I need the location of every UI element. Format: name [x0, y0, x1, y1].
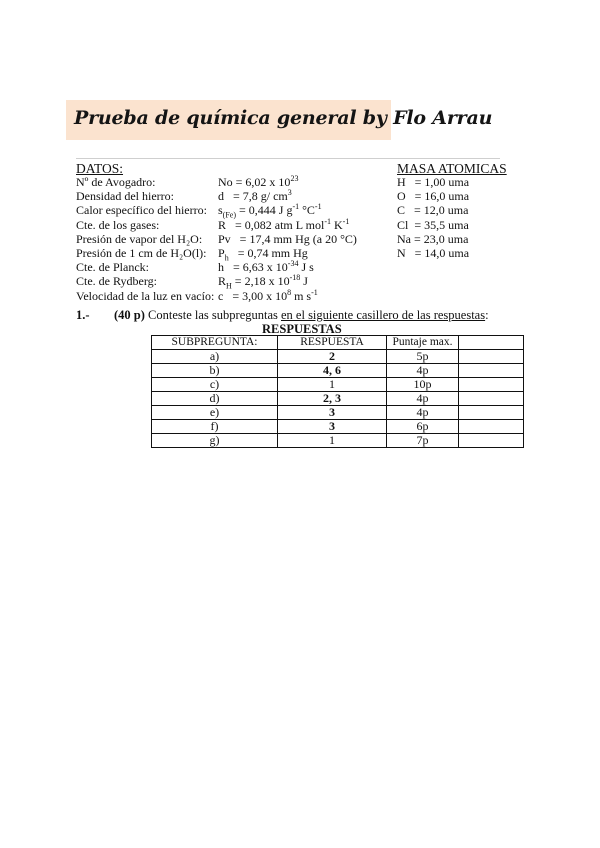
respuesta-cell: 4, 6: [278, 364, 387, 378]
blank-cell: [459, 378, 524, 392]
puntaje-cell: 6p: [387, 420, 459, 434]
answers-table: [151, 335, 524, 448]
datos-name: Densidad del hierro:: [76, 189, 174, 204]
datos-name: Presión de vapor del H₂O:: [76, 231, 203, 246]
datos-name: Nº de Avogadro:: [76, 175, 156, 189]
masa-atomica-item: Cl = 35,5 uma: [397, 217, 469, 232]
answers-header-row: [152, 336, 524, 350]
table-row: [152, 350, 524, 364]
table-row: [152, 378, 524, 392]
datos-header: DATOS:: [76, 161, 124, 176]
table-row: [152, 420, 524, 434]
header-respuesta: RESPUESTA: [278, 336, 387, 350]
header-puntaje: Puntaje max.: [387, 336, 459, 350]
datos-value: $R_H = 2,18$ x $10^{-18}$ J: [218, 273, 308, 291]
puntaje-cell: 4p: [387, 392, 459, 406]
table-row: [152, 406, 524, 420]
header-subpregunta: SUBPREGUNTA:: [152, 336, 278, 350]
datos-name: Calor específico del hierro:: [76, 203, 207, 218]
masa-atomica-item: C = 12,0 uma: [397, 203, 469, 218]
table-row: [152, 392, 524, 406]
datos-name: Cte. de Rydberg:: [76, 274, 157, 289]
respuesta-cell: 1: [278, 434, 387, 448]
question-points: (40 p): [114, 308, 145, 322]
puntaje-cell: 10p: [387, 378, 459, 392]
header-blank: [459, 336, 524, 350]
subpregunta-cell: b): [152, 364, 278, 378]
datos-value: No = 6,02 x $10^{23}$: [218, 174, 299, 189]
puntaje-cell: 7p: [387, 434, 459, 448]
datos-value: $s_{(Fe)} = 0,444$ J $g^{-1}$ $^\circ C^{-1}$: [218, 202, 322, 220]
respuesta-cell: 3: [278, 406, 387, 420]
question-number: 1.-: [76, 308, 90, 322]
subpregunta-cell: c): [152, 378, 278, 392]
page-title: Prueba de química general by Flo Arrau: [74, 107, 493, 129]
datos-name: Cte. de Planck:: [76, 260, 149, 275]
datos-name: Velocidad de la luz en vacío:: [76, 288, 215, 303]
masa-atomica-item: O = 16,0 uma: [397, 189, 470, 204]
respuesta-cell: 2: [278, 350, 387, 364]
datos-value: R = 0,082 atm L mol$^{-1}$ $K^{-1}$: [218, 216, 350, 232]
blank-cell: [459, 350, 524, 364]
divider: [76, 158, 500, 159]
subpregunta-cell: e): [152, 406, 278, 420]
subpregunta-cell: a): [152, 350, 278, 364]
puntaje-cell: 4p: [387, 406, 459, 420]
question-text-end: :: [485, 308, 489, 322]
subpregunta-cell: g): [152, 434, 278, 448]
respuesta-cell: 3: [278, 420, 387, 434]
question-1: [76, 308, 489, 323]
table-row: [152, 434, 524, 448]
datos-value: d = 7,8 g/ $cm^3$: [218, 188, 292, 204]
respuesta-cell: 2, 3: [278, 392, 387, 406]
subpregunta-cell: f): [152, 420, 278, 434]
question-text-underlined: en el siguiente casillero de las respuestas: [281, 308, 486, 322]
blank-cell: [459, 364, 524, 378]
blank-cell: [459, 406, 524, 420]
datos-name: Presión de 1 cm de H₂O(l):: [76, 246, 207, 260]
respuesta-cell: 1: [278, 378, 387, 392]
respuestas-title: RESPUESTAS: [262, 322, 342, 336]
datos-name: Cte. de los gases:: [76, 217, 160, 232]
puntaje-cell: 5p: [387, 350, 459, 364]
datos-value: Pv = 17,4 mm Hg (a 20 °C): [218, 231, 357, 246]
datos-value: $P_h = 0,74$ mm Hg: [218, 246, 308, 263]
blank-cell: [459, 392, 524, 406]
datos-value: c = 3,00 x $10^8$ m $s^{-1}$: [218, 287, 318, 303]
subpregunta-cell: d): [152, 392, 278, 406]
blank-cell: [459, 420, 524, 434]
table-row: [152, 364, 524, 378]
masa-atomica-item: N = 14,0 uma: [397, 246, 470, 260]
masas-header: MASA ATOMICAS: [397, 161, 507, 176]
masa-atomica-item: H = 1,00 uma: [397, 175, 470, 189]
datos-value: h = 6,63 x $10^{-34}$ J s: [218, 259, 314, 275]
puntaje-cell: 4p: [387, 364, 459, 378]
question-text: Conteste las subpreguntas: [144, 308, 281, 322]
masa-atomica-item: Na = 23,0 uma: [397, 231, 469, 246]
blank-cell: [459, 434, 524, 448]
